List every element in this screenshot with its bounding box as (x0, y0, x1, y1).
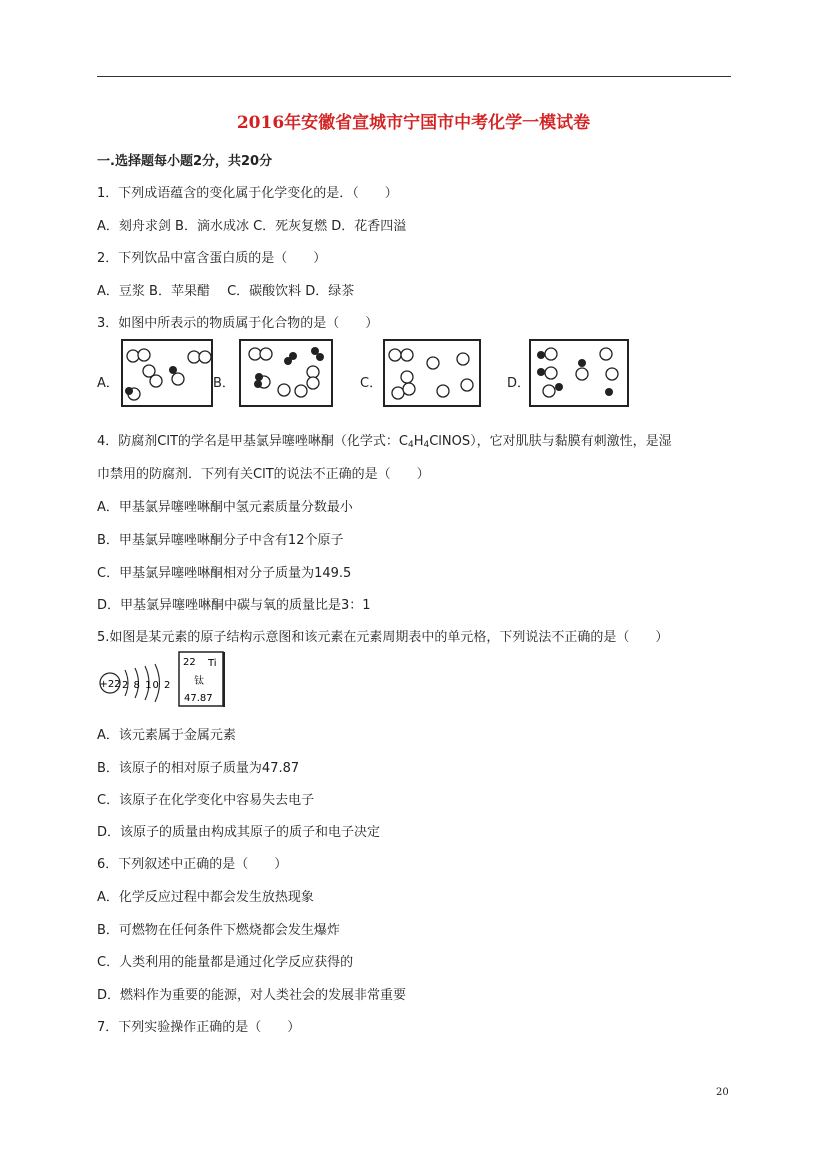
element-name: 钛 (194, 676, 204, 687)
q5-option-d: D．该原子的质量由构成其原子的质子和电子决定 (97, 825, 381, 840)
electron-shells: 2 8 10 2 (122, 680, 172, 691)
q2-stem: 2．下列饮品中富含蛋白质的是（ ） (97, 251, 327, 266)
q1-options: A．刻舟求剑 B．滴水成冰 C．死灰复燃 D．花香四溢 (97, 219, 407, 234)
q2-options: A．豆浆 B．苹果醋 C．碳酸饮料 D．绿茶 (97, 284, 355, 299)
element-number: 22 (183, 657, 196, 668)
q3-box-d (529, 339, 629, 407)
q3-stem: 3．如图中所表示的物质属于化合物的是（ ） (97, 316, 379, 331)
q5-option-a: A．该元素属于金属元素 (97, 728, 236, 743)
page-title: 2016年安徽省宣城市宁国市中考化学一模试卷 (236, 113, 591, 133)
q6-option-b: B．可燃物在任何条件下燃烧都会发生爆炸 (97, 923, 340, 938)
q5-option-c: C．该原子在化学变化中容易失去电子 (97, 793, 315, 808)
q5-stem: 5.如图是某元素的原子结构示意图和该元素在元素周期表中的单元格，下列说法不正确的是（ ） (97, 630, 669, 645)
q5-option-b: B．该原子的相对原子质量为47.87 (97, 761, 300, 776)
q6-option-c: C．人类利用的能量都是通过化学反应获得的 (97, 955, 354, 970)
q3-figures (97, 337, 737, 409)
nucleus-charge: +22 (99, 679, 121, 690)
q4-option-b: B．甲基氯异噻唑啉酮分子中含有12个原子 (97, 533, 344, 548)
page-number: 20 (716, 1087, 729, 1098)
q4-stem-line1: 4．防腐剂ClT的学名是甲基氯异噻唑啉酮（化学式：$C_4H_4ClNOS$），它对肌肤与黏膜有刺激性，是湿 (97, 434, 672, 450)
atom-diagram (97, 650, 232, 710)
q3-label-d: D． (507, 376, 531, 391)
q4-stem-line2: 巾禁用的防腐剂．下列有关ClT的说法不正确的是（ ） (97, 467, 430, 482)
q4-option-d: D．甲基氯异噻唑啉酮中碳与氧的质量比是3：1 (97, 598, 371, 613)
q3-label-a: A． (97, 376, 119, 391)
section-heading: 一.选择题每小题2分，共20分 (97, 154, 273, 169)
header-rule (97, 76, 731, 77)
q5-figure (97, 650, 232, 714)
q1-stem: 1．下列成语蕴含的变化属于化学变化的是．（ ） (97, 186, 398, 201)
q6-stem: 6．下列叙述中正确的是（ ） (97, 857, 288, 872)
q3-label-c: C． (360, 376, 383, 391)
element-mass: 47.87 (184, 693, 213, 704)
q4-option-a: A．甲基氯异噻唑啉酮中氢元素质量分数最小 (97, 500, 353, 515)
q4-option-c: C．甲基氯异噻唑啉酮相对分子质量为149.5 (97, 566, 352, 581)
element-symbol: Ti (208, 658, 217, 669)
q7-stem: 7．下列实验操作正确的是（ ） (97, 1020, 301, 1035)
q3-box-c (383, 339, 481, 407)
q3-box-b (239, 339, 333, 407)
q6-option-d: D．燃料作为重要的能源，对人类社会的发展非常重要 (97, 988, 407, 1003)
q3-label-b: B． (213, 376, 235, 391)
q3-box-a (121, 339, 213, 407)
q6-option-a: A．化学反应过程中都会发生放热现象 (97, 890, 314, 905)
